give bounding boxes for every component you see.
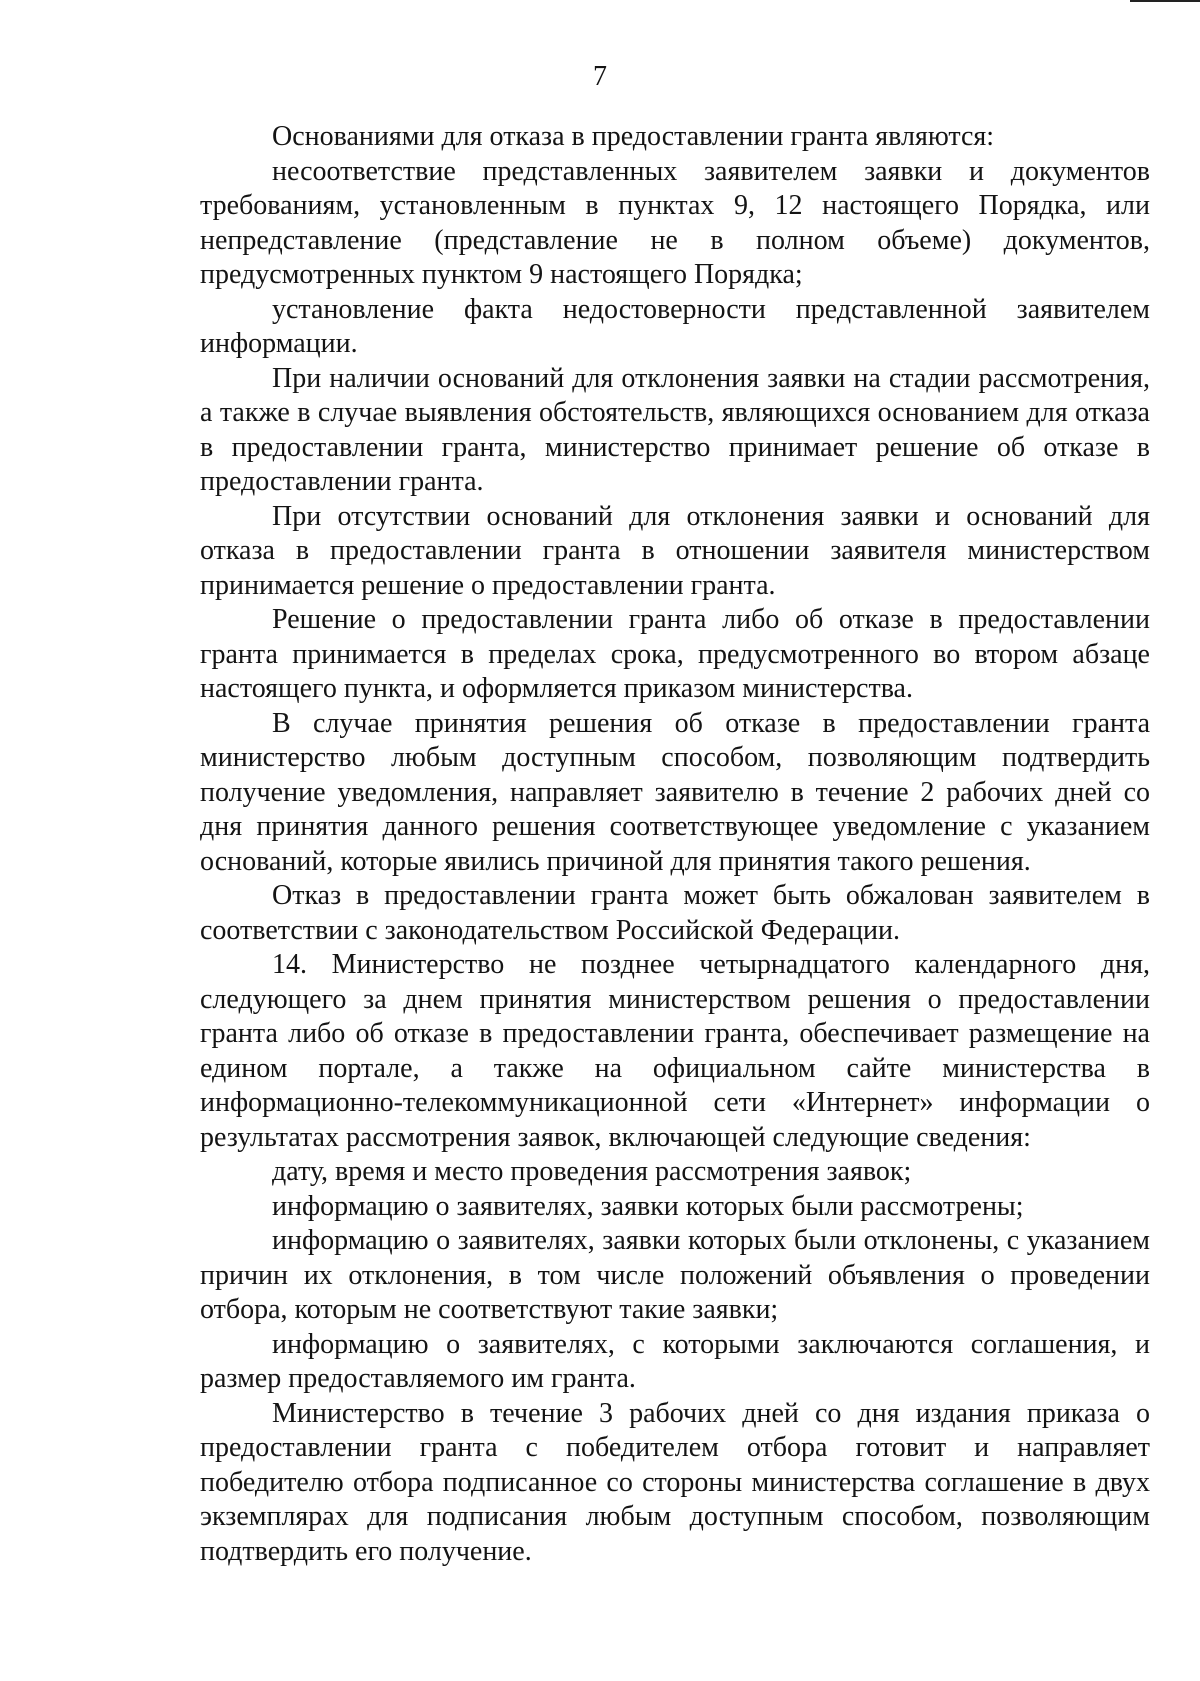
paragraph-date-time-place: дату, время и место проведения рассмотрения заявок;: [272, 1156, 912, 1187]
page-number: 7: [593, 61, 607, 92]
paragraph-grant-decision: При отсутствии оснований для отклонения заявки и оснований для отказа в предоставлении гранта в отношении заявителя министерством принимается решение о предоставлении гранта.: [200, 500, 1150, 601]
paragraph-refusal-decision: При наличии оснований для отклонения заявки на стадии рассмотрения, а также в случае выявления обстоятельств, являющихся основанием для отказа в предоставлении гранта, министерство принимает решение об отказе в предоставлении гранта.: [200, 362, 1150, 497]
paragraph-reviewed-applicants: информацию о заявителях, заявки которых были рассмотрены;: [272, 1190, 1024, 1222]
paragraph-refusal-grounds-intro: Основаниями для отказа в предоставлении гранта являются:: [272, 121, 995, 152]
paragraph-nonconformity: несоответствие представленных заявителем заявки и документов требованиям, установленным в пунктах 9, 12 настоящего Порядка, или непредставление (представление не в полном объеме) документов, предусмотренных пунктом 9 настоящего Порядка;: [200, 155, 1150, 290]
paragraph-decision-order: Решение о предоставлении гранта либо об отказе в предоставлении гранта принимается в пределах срока, предусмотренного во втором абзаце настоящего пункта, и оформляется приказом министерства.: [200, 604, 1150, 704]
paragraph-agreement-sending: Министерство в течение 3 рабочих дней со дня издания приказа о предоставлении гранта с победителем отбора готовит и направляет победителю отбора подписанное со стороны министерства соглашение в двух экземплярах для подписания любым доступным способом, позволяющим подтвердить его получение.: [200, 1397, 1150, 1567]
page-edge-line: [1130, 0, 1200, 2]
paragraph-item-14: 14. Министерство не позднее четырнадцатого календарного дня, следующего за днем принятия министерством решения о предоставлении гранта либо об отказе в предоставлении гранта, обеспечивает размещение на едином портале, а также на официальном сайте министерства в информационно-телекоммуникационной сети «Интернет» информации о результатах рассмотрения заявок, включающей следующие сведения:: [200, 949, 1150, 1153]
paragraph-appeal: Отказ в предоставлении гранта может быть обжалован заявителем в соответствии с законодательством Российской Федерации.: [200, 880, 1150, 946]
document-body: [200, 120, 1150, 1569]
paragraph-notification: В случае принятия решения об отказе в предоставлении гранта министерство любым доступным способом, позволяющим подтвердить получение уведомления, направляет заявителю в течение 2 рабочих дней со дня принятия данного решения соответствующее уведомление с указанием оснований, которые явились причиной для принятия такого решения.: [200, 707, 1150, 877]
paragraph-unreliable-info: установление факта недостоверности представленной заявителем информации.: [200, 293, 1150, 359]
paragraph-agreement-applicants: информацию о заявителях, с которыми заключаются соглашения, и размер предоставляемого им гранта.: [200, 1328, 1150, 1394]
paragraph-rejected-applicants: информацию о заявителях, заявки которых были отклонены, с указанием причин их отклонения, в том числе положений объявления о проведении отбора, которым не соответствуют такие заявки;: [200, 1225, 1150, 1325]
